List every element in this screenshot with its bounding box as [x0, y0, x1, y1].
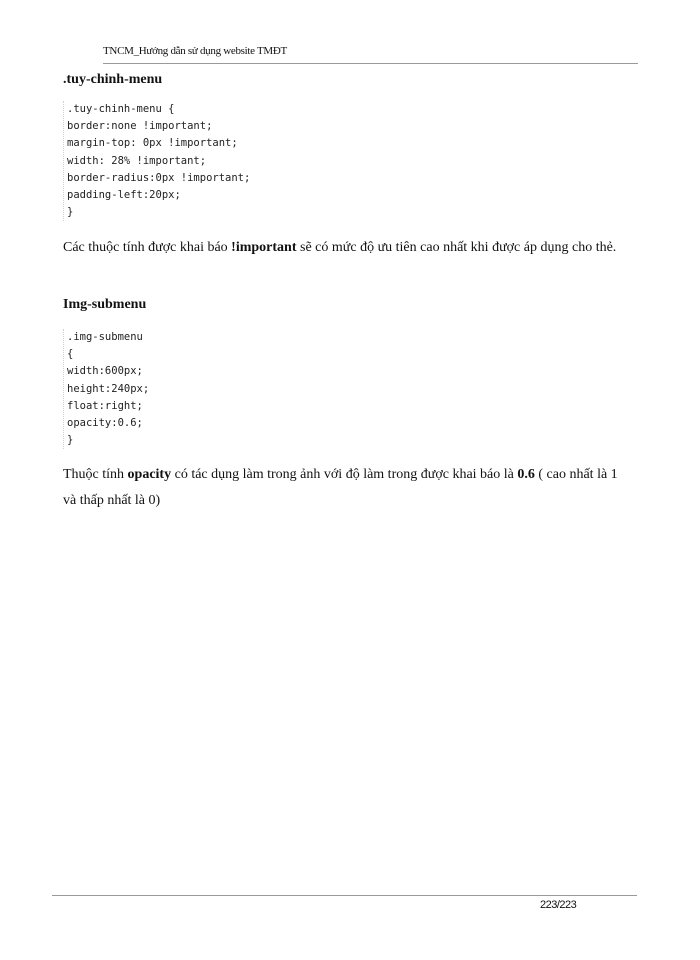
code-line: width: 28% !important;: [67, 154, 207, 167]
code-line: float:right;: [67, 399, 143, 412]
code-line: margin-top: 0px !important;: [67, 137, 238, 150]
paragraph-opacity: Thuộc tính opacity có tác dụng làm trong ảnh với độ làm trong được khai báo là 0.6 ( cao nhất là 1 và thấp nhất là 0): [63, 467, 618, 508]
footer-divider: [52, 895, 637, 896]
code-line: width:600px;: [67, 365, 143, 378]
code-line: }: [67, 434, 74, 447]
bold-term-opacity: opacity: [127, 467, 172, 482]
page-number: 223/223: [540, 899, 577, 911]
paragraph-important: Các thuộc tính được khai báo !important sẽ có mức độ ưu tiên cao nhất khi được áp dụng cho thẻ.: [63, 240, 617, 255]
code-line: .img-submenu: [67, 331, 143, 343]
bold-value: 0.6: [517, 467, 535, 482]
code-line: padding-left:20px;: [67, 189, 181, 202]
code-line: {: [67, 348, 74, 361]
code-line: border-radius:0px !important;: [67, 171, 251, 184]
bold-term-important: !important: [231, 240, 297, 255]
code-block-img-submenu: [63, 329, 149, 449]
code-line: opacity:0.6;: [67, 417, 143, 430]
code-line: height:240px;: [67, 382, 150, 395]
code-line: border:none !important;: [67, 120, 213, 133]
code-block-tuy-chinh-menu: [63, 101, 250, 221]
code-line: }: [67, 206, 74, 219]
code-line: .tuy-chinh-menu {: [67, 103, 175, 115]
section-heading-tuy-chinh-menu: .tuy-chinh-menu: [63, 72, 163, 87]
running-header: TNCM_Hướng dẫn sử dụng website TMĐT: [103, 45, 287, 57]
header-divider: [103, 63, 638, 64]
section-heading-img-submenu: Img-submenu: [63, 297, 147, 312]
